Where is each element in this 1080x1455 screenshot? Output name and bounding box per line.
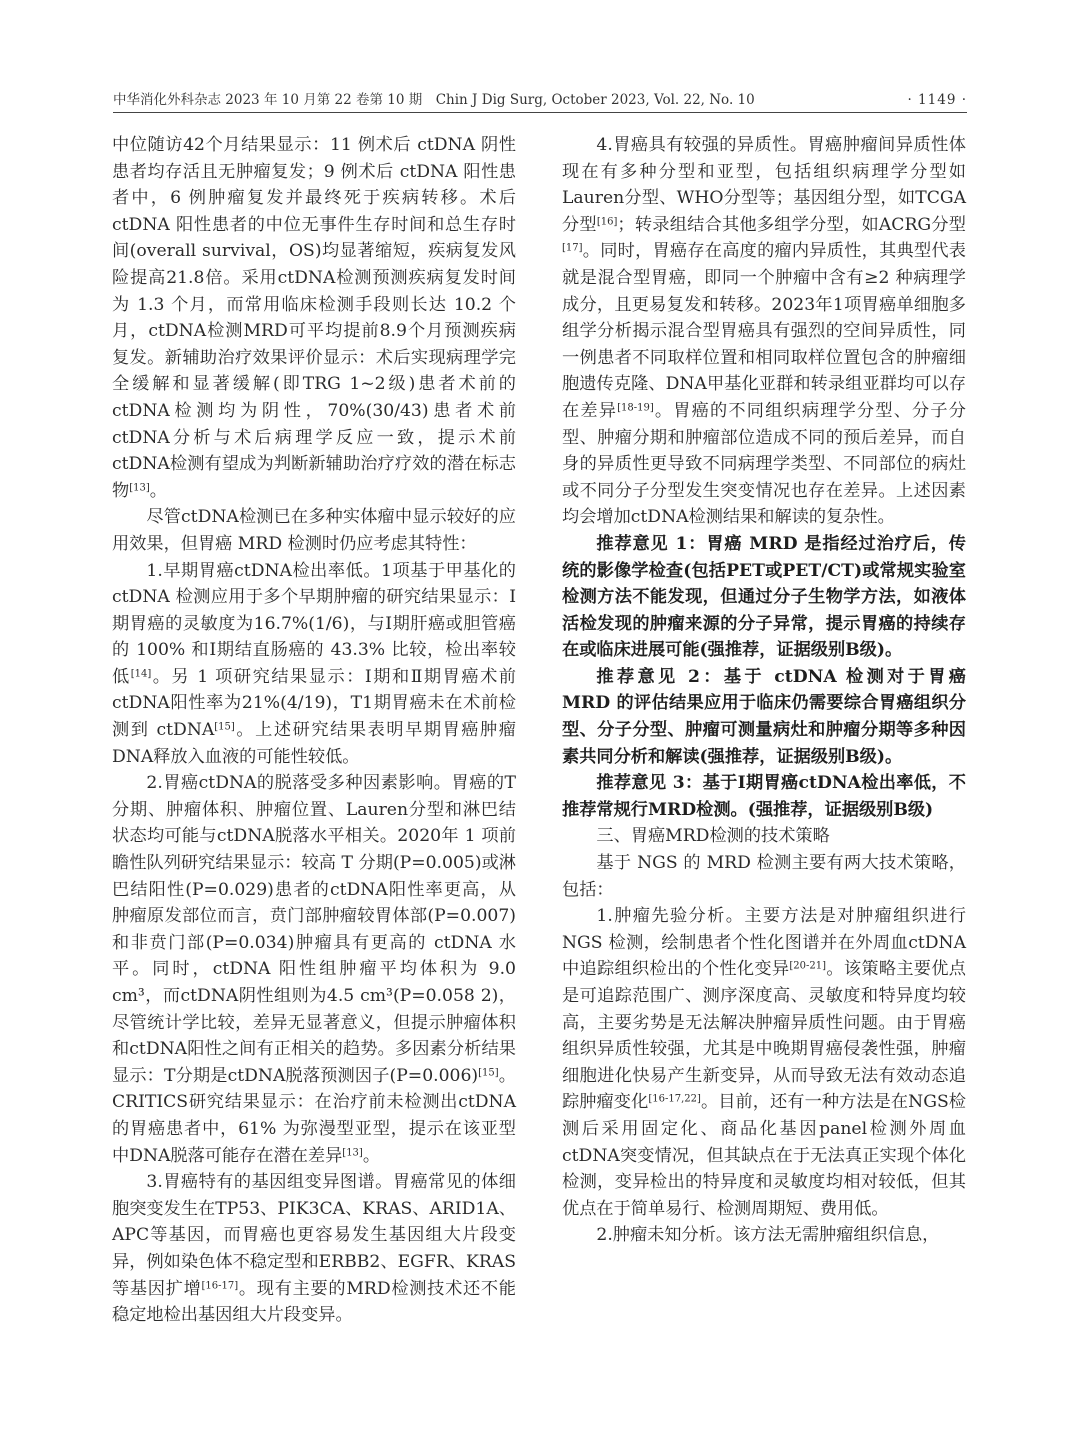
paragraph-text: 。上述研究结果表明早期胃癌肿瘤DNA释放入血液的可能性较低。 bbox=[112, 720, 516, 767]
body-paragraph bbox=[112, 558, 516, 771]
paragraph-text: 推荐意见 3：基于Ⅰ期胃癌ctDNA检出率低，不推荐常规行MRD检测。(强推荐，证据级别B级) bbox=[562, 773, 966, 820]
body-paragraph bbox=[562, 823, 966, 850]
citation-ref: [15] bbox=[214, 721, 235, 733]
paragraph-text: 推荐意见 1：胃癌 MRD 是指经过治疗后，传统的影像学检查(包括PET或PET/CT)或常规实验室检测方法不能发现，但通过分子生物学方法，如液体活检发现的肿瘤来源的分子异常，提示胃癌的持续存在或临床进展可能(强推荐，证据级别B级)。 bbox=[562, 533, 966, 661]
recommendation-paragraph bbox=[562, 770, 966, 823]
citation-ref: [13] bbox=[342, 1147, 363, 1159]
page-number: · 1149 · bbox=[907, 92, 967, 108]
citation-ref: [18-19] bbox=[617, 402, 654, 414]
paragraph-text: 。CRITICS研究结果显示：在治疗前未检测出ctDNA的胃癌患者中，61% 为弥漫型亚型，提示在该亚型中DNA脱落可能存在潜在差异 bbox=[112, 1065, 516, 1166]
paragraph-text: 。同时，胃癌存在高度的瘤内异质性，其典型代表就是混合型胃癌，即同一个肿瘤中含有≥2 种病理学成分，且更易复发和转移。2023年1项胃癌单细胞多组学分析揭示混合型胃癌具有强烈的空间异质性，同一例患者不同取样位置和相同取样位置包含的肿瘤细胞遗传克隆、DNA甲基化亚群和转录组亚群均可以存在差异 bbox=[562, 241, 966, 421]
paragraph-text: 。 bbox=[149, 480, 167, 501]
paragraph-text: 3.胃癌特有的基因组变异图谱。胃癌常见的体细胞突变发生在TP53、PIK3CA、KRAS、ARID1A、APC等基因，而胃癌也更容易发生基因组大片段变异，例如染色体不稳定型和ERBB2、EGFR、KRAS等基因扩增 bbox=[112, 1172, 516, 1299]
left-column bbox=[112, 132, 516, 1329]
paragraph-text: 。胃癌的不同组织病理学分型、分子分型、肿瘤分期和肿瘤部位造成不同的预后差异，而自身的异质性更导致不同病理学类型、不同部位的病灶或不同分子分型发生突变情况也存在差异。上述因素均会增加ctDNA检测结果和解读的复杂性。 bbox=[562, 400, 966, 528]
citation-ref: [13] bbox=[129, 482, 150, 494]
citation-ref: [14] bbox=[130, 668, 152, 680]
paragraph-text: 推荐意见 2：基于 ctDNA 检测对于胃癌 MRD 的评估结果应用于临床仍需要综合胃癌组织分型、分子分型、肿瘤可测量病灶和肿瘤分期等多种因素共同分析和解读(强推荐，证据级别B级)。 bbox=[562, 666, 966, 767]
paragraph-text: ；转录组结合其他多组学分型，如ACRG分型 bbox=[617, 214, 966, 235]
body-paragraph bbox=[562, 850, 966, 903]
paragraph-text: 。另 1 项研究结果显示：Ⅰ期和Ⅱ期胃癌术前ctDNA阳性率为21%(4/19)，T1期胃癌未在术前检测到 ctDNA bbox=[112, 666, 516, 741]
paragraph-text: 基于 NGS 的 MRD 检测主要有两大技术策略，包括： bbox=[562, 853, 966, 900]
journal-citation: 中华消化外科杂志 2023 年 10 月第 22 卷第 10 期 Chin J Dig Surg, October 2023, Vol. 22, No. 10 bbox=[113, 92, 755, 108]
right-column bbox=[562, 132, 966, 1249]
body-paragraph bbox=[112, 770, 516, 1169]
paragraph-text: 。现有主要的MRD检测技术还不能稳定地检出基因组大片段变异。 bbox=[112, 1278, 516, 1326]
paragraph-text: 2.胃癌ctDNA的脱落受多种因素影响。胃癌的T分期、肿瘤体积、肿瘤位置、Lauren分型和淋巴结状态均可能与ctDNA脱落水平相关。2020年 1 项前瞻性队列研究结果显示：较高 T 分期(P=0.005)或淋巴结阳性(P=0.029)患者的ctDNA阳性率更高，从肿瘤原发部位而言，贲门部肿瘤较胃体部(P=0.007)和非贲门部(P=0.034)肿瘤具有更高的 ctDNA 水平。同时，ctDNA 阳性组肿瘤平均体积为 9.0 cm³，而ctDNA阴性组则为4.5 cm³(P=0.058 2)，尽管统计学比较，差异无显著意义，但提示肿瘤体积和ctDNA阳性之间有正相关的趋势。多因素分析结果显示：T分期是ctDNA脱落预测因子(P=0.006) bbox=[112, 773, 516, 1086]
recommendation-paragraph bbox=[562, 664, 966, 770]
paragraph-text: 。目前，还有一种方法是在NGS检测后采用固定化、商品化基因panel检测外周血ctDNA突变情况，但其缺点在于无法真正实现个体化检测，变异检出的特异度和灵敏度均相对较低，但其优点在于简单易行、检测周期短、费用低。 bbox=[562, 1092, 966, 1219]
body-paragraph bbox=[562, 132, 966, 531]
body-paragraph bbox=[112, 1169, 516, 1329]
paragraph-text: 1.肿瘤先验分析。主要方法是对肿瘤组织进行 NGS 检测，绘制患者个性化图谱并在外周血ctDNA中追踪组织检出的个性化变异 bbox=[562, 906, 966, 980]
running-header bbox=[113, 86, 967, 113]
citation-ref: [16-17] bbox=[201, 1280, 239, 1292]
body-paragraph bbox=[112, 504, 516, 557]
paragraph-text: 。 bbox=[362, 1145, 381, 1166]
citation-ref: [16] bbox=[596, 216, 618, 228]
recommendation-paragraph bbox=[562, 531, 966, 664]
citation-ref: [16-17,22] bbox=[648, 1093, 701, 1105]
paragraph-text: 。该策略主要优点是可追踪范围广、测序深度高、灵敏度和特异度均较高，主要劣势是无法解决肿瘤异质性问题。由于胃癌组织异质性较强，尤其是中晚期胃癌侵袭性强，肿瘤细胞进化快易产生新变异，从而导致无法有效动态追踪肿瘤变化 bbox=[562, 959, 966, 1113]
paragraph-text: 4.胃癌具有较强的异质性。胃癌肿瘤间异质性体现在有多种分型和亚型，包括组织病理学分型如Lauren分型、WHO分型等；基因组分型，如TCGA分型 bbox=[562, 135, 966, 235]
body-paragraph bbox=[112, 132, 516, 504]
paragraph-text: 三、胃癌MRD检测的技术策略 bbox=[596, 826, 830, 847]
citation-ref: [17] bbox=[562, 242, 583, 254]
paragraph-text: 1.早期胃癌ctDNA检出率低。1项基于甲基化的 ctDNA 检测应用于多个早期肿瘤的研究结果显示：Ⅰ期胃癌的灵敏度为16.7%(1/6)，与Ⅰ期肝癌或胆管癌的 100% 和Ⅰ期结直肠癌的 43.3% 比较，检出率较低 bbox=[112, 560, 516, 687]
paragraph-text: 中位随访42个月结果显示：11 例术后 ctDNA 阴性患者均存活且无肿瘤复发；9 例术后 ctDNA 阳性患者中，6 例肿瘤复发并最终死于疾病转移。术后 ctDNA 阳性患者的中位无事件生存时间和总生存时间(overall survival，OS)均显著缩短，疾病复发风险提高21.8倍。采用ctDNA检测预测疾病复发时间为 1.3 个月，而常用临床检测手段则长达 10.2 个月，ctDNA检测MRD可平均提前8.9个月预测疾病复发。新辅助治疗效果评价显示：术后实现病理学完全缓解和显著缓解(即TRG 1~2级)患者术前的ctDNA检测均为阴性，70%(30/43)患者术前ctDNA分析与术后病理学反应一致，提示术前ctDNA检测有望成为判断新辅助治疗疗效的潜在标志物 bbox=[112, 135, 516, 501]
body-paragraph bbox=[562, 903, 966, 1222]
citation-ref: [20-21] bbox=[789, 960, 827, 972]
paragraph-text: 2.肿瘤未知分析。该方法无需肿瘤组织信息， bbox=[596, 1225, 940, 1246]
citation-ref: [15] bbox=[478, 1067, 499, 1079]
body-paragraph bbox=[562, 1222, 966, 1249]
paragraph-text: 尽管ctDNA检测已在多种实体瘤中显示较好的应用效果，但胃癌 MRD 检测时仍应考虑其特性： bbox=[112, 507, 516, 554]
